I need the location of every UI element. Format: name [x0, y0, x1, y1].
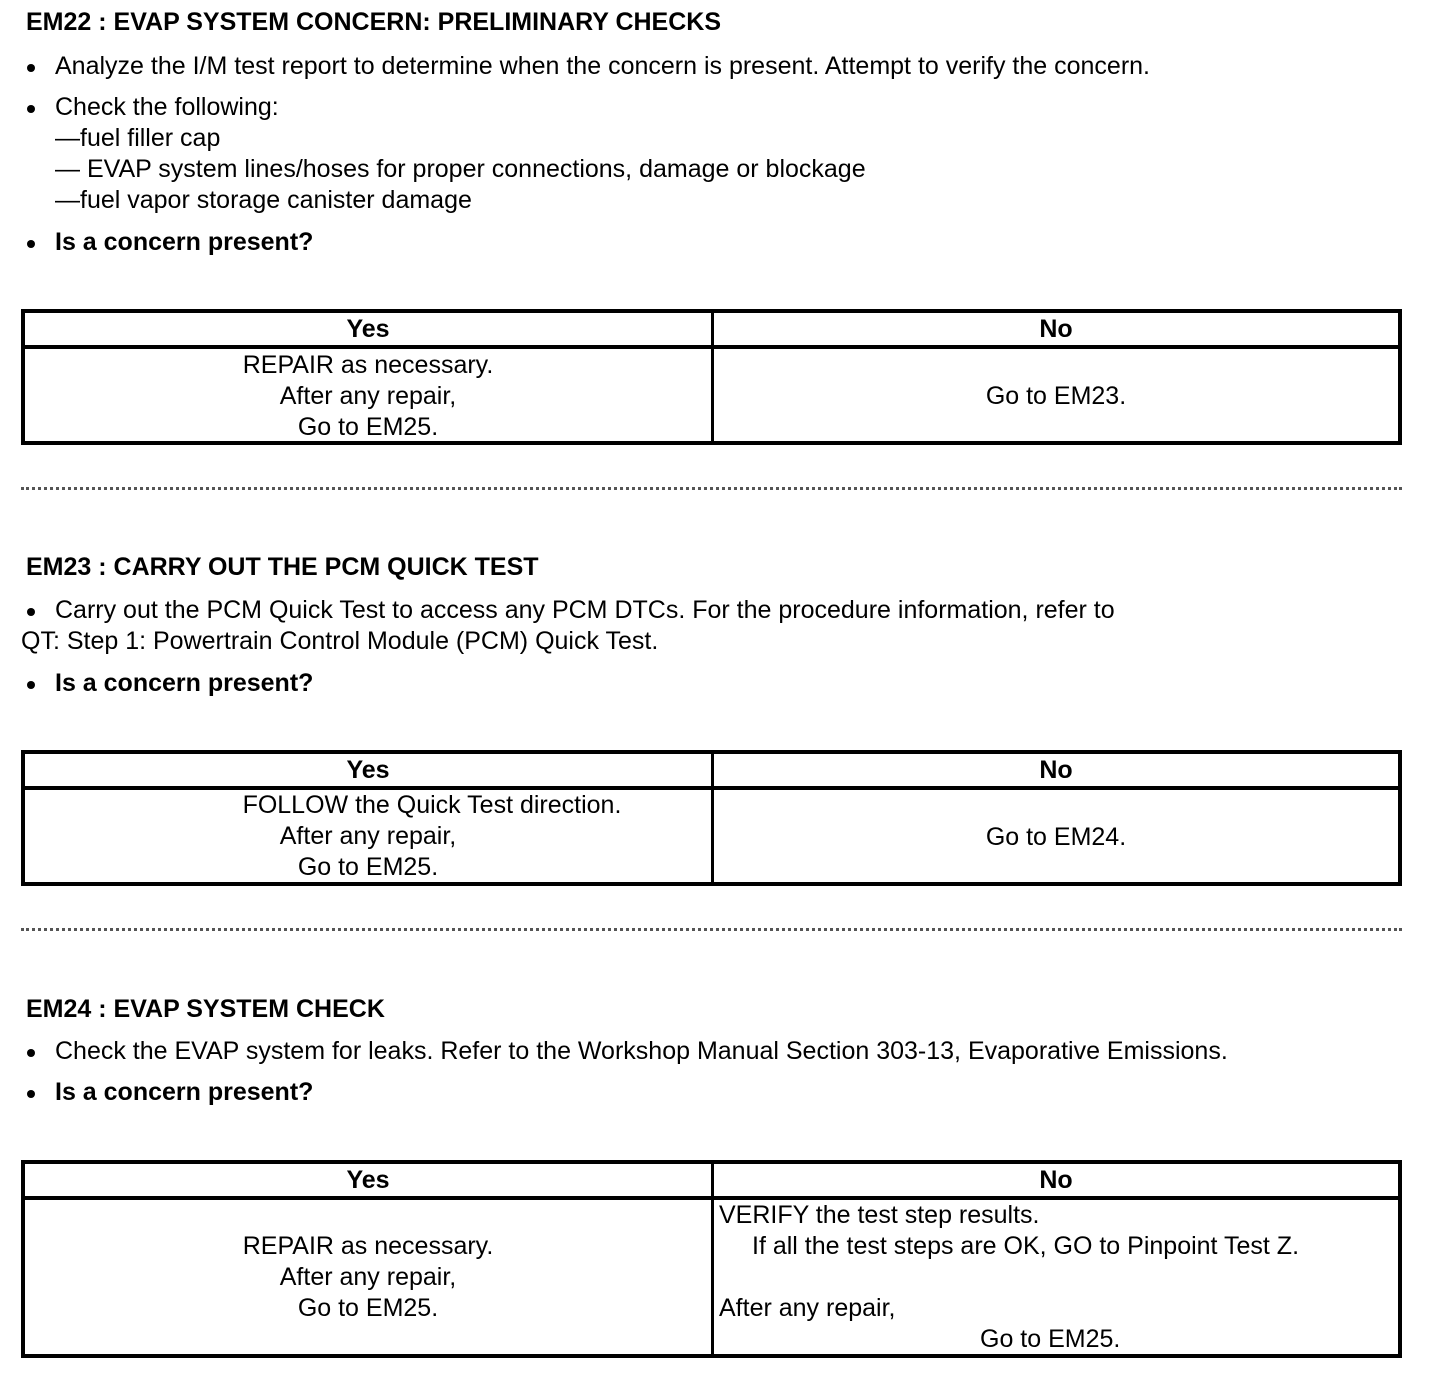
no-cell — [714, 381, 1398, 412]
yes-line: Go to EM25. — [297, 1294, 439, 1322]
em22-check-canister: —fuel vapor storage canister damage — [55, 186, 472, 214]
yes-line: After any repair, — [279, 822, 457, 850]
no-line: VERIFY the test step results. — [719, 1201, 1040, 1229]
yes-cell — [25, 1231, 711, 1324]
yes-line: Go to EM25. — [297, 853, 439, 881]
em23-title: EM23 : CARRY OUT THE PCM QUICK TEST — [26, 553, 539, 581]
no-header: No — [1039, 756, 1073, 784]
bullet-icon — [27, 105, 35, 113]
em23-bullet-quick-test: Carry out the PCM Quick Test to access any PCM DTCs. For the procedure information, refer to — [55, 596, 1115, 624]
bullet-icon — [27, 608, 35, 616]
em24-bullet-check-leaks: Check the EVAP system for leaks. Refer to the Workshop Manual Section 303-13, Evaporative Emissions. — [55, 1037, 1228, 1065]
bullet-icon — [27, 1090, 35, 1098]
yes-line: REPAIR as necessary. — [242, 1232, 494, 1260]
no-header: No — [1039, 1166, 1073, 1194]
em23-question: Is a concern present? — [55, 669, 314, 697]
no-line: Go to EM25. — [980, 1325, 1121, 1353]
no-line: Go to EM24. — [985, 823, 1127, 851]
em24-question: Is a concern present? — [55, 1078, 314, 1106]
em22-title: EM22 : EVAP SYSTEM CONCERN: PRELIMINARY CHECKS — [26, 8, 722, 36]
no-line: Go to EM23. — [985, 382, 1127, 410]
em22-bullet-check: Check the following: — [55, 93, 279, 121]
em22-question: Is a concern present? — [55, 228, 314, 256]
em24-title: EM24 : EVAP SYSTEM CHECK — [26, 995, 385, 1023]
no-line: If all the test steps are OK, GO to Pinpoint Test Z. — [752, 1232, 1300, 1260]
bullet-icon — [27, 1049, 35, 1057]
no-header: No — [1039, 315, 1073, 343]
em22-bullet-analyze: Analyze the I/M test report to determine when the concern is present. Attempt to verify the concern. — [55, 52, 1150, 80]
yes-cell — [25, 350, 711, 443]
yes-cell — [25, 790, 711, 883]
em23-bullet-quick-test-ref: QT: Step 1: Powertrain Control Module (PCM) Quick Test. — [21, 627, 659, 655]
em22-check-fuel-filler-cap: —fuel filler cap — [55, 124, 221, 152]
yes-line: REPAIR as necessary. — [242, 351, 494, 379]
no-line: After any repair, — [719, 1294, 896, 1322]
bullet-icon — [27, 240, 35, 248]
section-divider — [21, 928, 1402, 931]
em24-decision-table — [21, 1160, 1402, 1358]
em22-decision-table — [21, 309, 1402, 445]
yes-line: After any repair, — [279, 1263, 457, 1291]
section-divider — [21, 487, 1402, 490]
bullet-icon — [27, 681, 35, 689]
yes-header: Yes — [346, 315, 390, 343]
yes-line: FOLLOW the Quick Test direction. — [242, 791, 622, 819]
yes-header: Yes — [346, 756, 390, 784]
yes-line: After any repair, — [279, 382, 457, 410]
yes-line: Go to EM25. — [297, 413, 439, 441]
yes-header: Yes — [346, 1166, 390, 1194]
em23-decision-table — [21, 750, 1402, 886]
no-cell — [714, 822, 1398, 853]
em22-check-evap-lines: — EVAP system lines/hoses for proper connections, damage or blockage — [55, 155, 866, 183]
bullet-icon — [27, 64, 35, 72]
